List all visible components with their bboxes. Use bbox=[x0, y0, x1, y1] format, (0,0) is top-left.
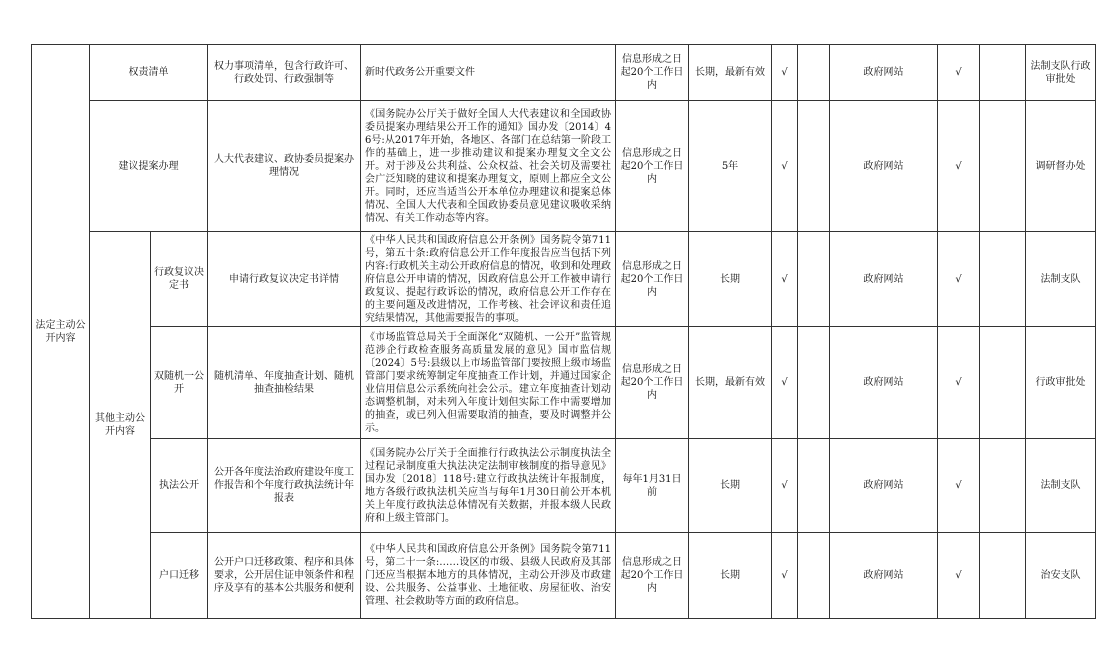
check-cell: √ bbox=[938, 45, 980, 101]
time-limit-cell: 信息形成之日起20个工作日内 bbox=[616, 101, 689, 232]
term-cell: 长期 bbox=[689, 439, 772, 533]
check-cell: √ bbox=[938, 533, 980, 619]
check-cell bbox=[980, 327, 1026, 439]
term-cell: 长期，最新有效 bbox=[689, 327, 772, 439]
term-cell: 5年 bbox=[689, 101, 772, 232]
content-cell: 申请行政复议决定书详情 bbox=[208, 232, 361, 327]
check-cell: √ bbox=[772, 101, 798, 232]
channel-cell: 政府网站 bbox=[830, 232, 938, 327]
check-cell bbox=[980, 101, 1026, 232]
item-cell: 建议提案办理 bbox=[90, 101, 208, 232]
department-cell: 法制支队 bbox=[1026, 232, 1096, 327]
check-cell: √ bbox=[938, 232, 980, 327]
check-cell: √ bbox=[772, 232, 798, 327]
subitem-cell: 户口迁移 bbox=[151, 533, 208, 619]
channel-cell: 政府网站 bbox=[830, 101, 938, 232]
channel-cell: 政府网站 bbox=[830, 533, 938, 619]
content-cell: 公开户口迁移政策、程序和具体要求，公开居住证申领条件和程序及享有的基本公共服务和便利 bbox=[208, 533, 361, 619]
check-cell: √ bbox=[772, 439, 798, 533]
table-row bbox=[32, 45, 1096, 101]
check-cell bbox=[980, 45, 1026, 101]
basis-cell: 《市场监管总局关于全面深化“双随机、一公开”监管规范涉企行政检查服务高质量发展的意见》国市监信规〔2024〕5号:县级以上市场监管部门要按照上级市场监管部门要求统筹制定年度抽查工作计划，并通过国家企业信用信息公示系统向社会公示。建立年度抽查计划动态调整机制，对未列入年度计划但实际工作中需要增加的抽查，或已列入但需要取消的抽查，要及时调整并公示。 bbox=[361, 327, 616, 439]
channel-cell: 政府网站 bbox=[830, 45, 938, 101]
term-cell: 长期，最新有效 bbox=[689, 45, 772, 101]
check-cell bbox=[798, 439, 830, 533]
basis-cell: 《中华人民共和国政府信息公开条例》国务院令第711号，第二十一条:……设区的市级、县级人民政府及其部门还应当根据本地方的具体情况，主动公开涉及市政建设、公共服务、公益事业、土地征收、房屋征收、治安管理、社会救助等方面的政府信息。 bbox=[361, 533, 616, 619]
department-cell: 调研督办处 bbox=[1026, 101, 1096, 232]
check-cell: √ bbox=[938, 101, 980, 232]
check-cell: √ bbox=[938, 439, 980, 533]
time-limit-cell: 每年1月31日前 bbox=[616, 439, 689, 533]
department-cell: 法制支队行政审批处 bbox=[1026, 45, 1096, 101]
time-limit-cell: 信息形成之日起20个工作日内 bbox=[616, 533, 689, 619]
check-cell bbox=[980, 232, 1026, 327]
department-cell: 法制支队 bbox=[1026, 439, 1096, 533]
channel-cell: 政府网站 bbox=[830, 327, 938, 439]
content-cell: 人大代表建议、政协委员提案办理情况 bbox=[208, 101, 361, 232]
other-category-cell: 其他主动公开内容 bbox=[90, 232, 151, 619]
department-cell: 治安支队 bbox=[1026, 533, 1096, 619]
subitem-cell: 行政复议决定书 bbox=[151, 232, 208, 327]
check-cell: √ bbox=[938, 327, 980, 439]
table-row bbox=[32, 439, 1096, 533]
check-cell: √ bbox=[772, 533, 798, 619]
channel-cell: 政府网站 bbox=[830, 439, 938, 533]
basis-cell: 《中华人民共和国政府信息公开条例》国务院令第711号，第五十条:政府信息公开工作年度报告应当包括下列内容:行政机关主动公开政府信息的情况，收到和处理政府信息公开申请的情况，因政府信息公开工作被申请行政复议、提起行政诉讼的情况，政府信息公开工作存在的主要问题及改进情况，工作考核、社会评议和责任追究结果情况，其他需要报告的事项。 bbox=[361, 232, 616, 327]
table-row bbox=[32, 232, 1096, 327]
check-cell: √ bbox=[772, 45, 798, 101]
term-cell: 长期 bbox=[689, 232, 772, 327]
check-cell bbox=[980, 439, 1026, 533]
table-row bbox=[32, 327, 1096, 439]
check-cell bbox=[980, 533, 1026, 619]
basis-cell: 《国务院办公厅关于全面推行行政执法公示制度执法全过程记录制度重大执法决定法制审核制度的指导意见》国办发〔2018〕118号:建立行政执法统计年报制度，地方各级行政执法机关应当与每年1月30日前公开本机关上年度行政执法总体情况有关数据，并报本级人民政府和上级主管部门。 bbox=[361, 439, 616, 533]
table-row bbox=[32, 101, 1096, 232]
disclosure-table bbox=[31, 44, 1096, 619]
check-cell bbox=[798, 45, 830, 101]
content-cell: 权力事项清单，包含行政许可、行政处罚、行政强制等 bbox=[208, 45, 361, 101]
check-cell bbox=[798, 101, 830, 232]
time-limit-cell: 信息形成之日起20个工作日内 bbox=[616, 232, 689, 327]
basis-cell: 新时代政务公开重要文件 bbox=[361, 45, 616, 101]
category-cell: 法定主动公开内容 bbox=[32, 45, 90, 619]
content-cell: 公开各年度法治政府建设年度工作报告和个年度行政执法统计年报表 bbox=[208, 439, 361, 533]
subitem-cell: 执法公开 bbox=[151, 439, 208, 533]
time-limit-cell: 信息形成之日起20个工作日内 bbox=[616, 45, 689, 101]
subitem-cell: 双随机一公开 bbox=[151, 327, 208, 439]
term-cell: 长期 bbox=[689, 533, 772, 619]
time-limit-cell: 信息形成之日起20个工作日内 bbox=[616, 327, 689, 439]
content-cell: 随机清单、年度抽查计划、随机抽查抽检结果 bbox=[208, 327, 361, 439]
department-cell: 行政审批处 bbox=[1026, 327, 1096, 439]
table-row bbox=[32, 533, 1096, 619]
check-cell bbox=[798, 327, 830, 439]
check-cell bbox=[798, 232, 830, 327]
basis-cell: 《国务院办公厅关于做好全国人大代表建议和全国政协委员提案办理结果公开工作的通知》国办发〔2014〕46号:从2017年开始，各地区、各部门在总结第一阶段工作的基础上，进一步推动建议和提案办理复文全文公开。对于涉及公共利益、公众权益、社会关切及需要社会广泛知晓的建议和提案办理复文，原则上都应全文公开。同时，还应当适当公开本单位办理建议和提案总体情况、全国人大代表和全国政协委员意见建议吸收采纳情况、有关工作动态等内容。 bbox=[361, 101, 616, 232]
item-cell: 权责清单 bbox=[90, 45, 208, 101]
check-cell bbox=[798, 533, 830, 619]
check-cell: √ bbox=[772, 327, 798, 439]
